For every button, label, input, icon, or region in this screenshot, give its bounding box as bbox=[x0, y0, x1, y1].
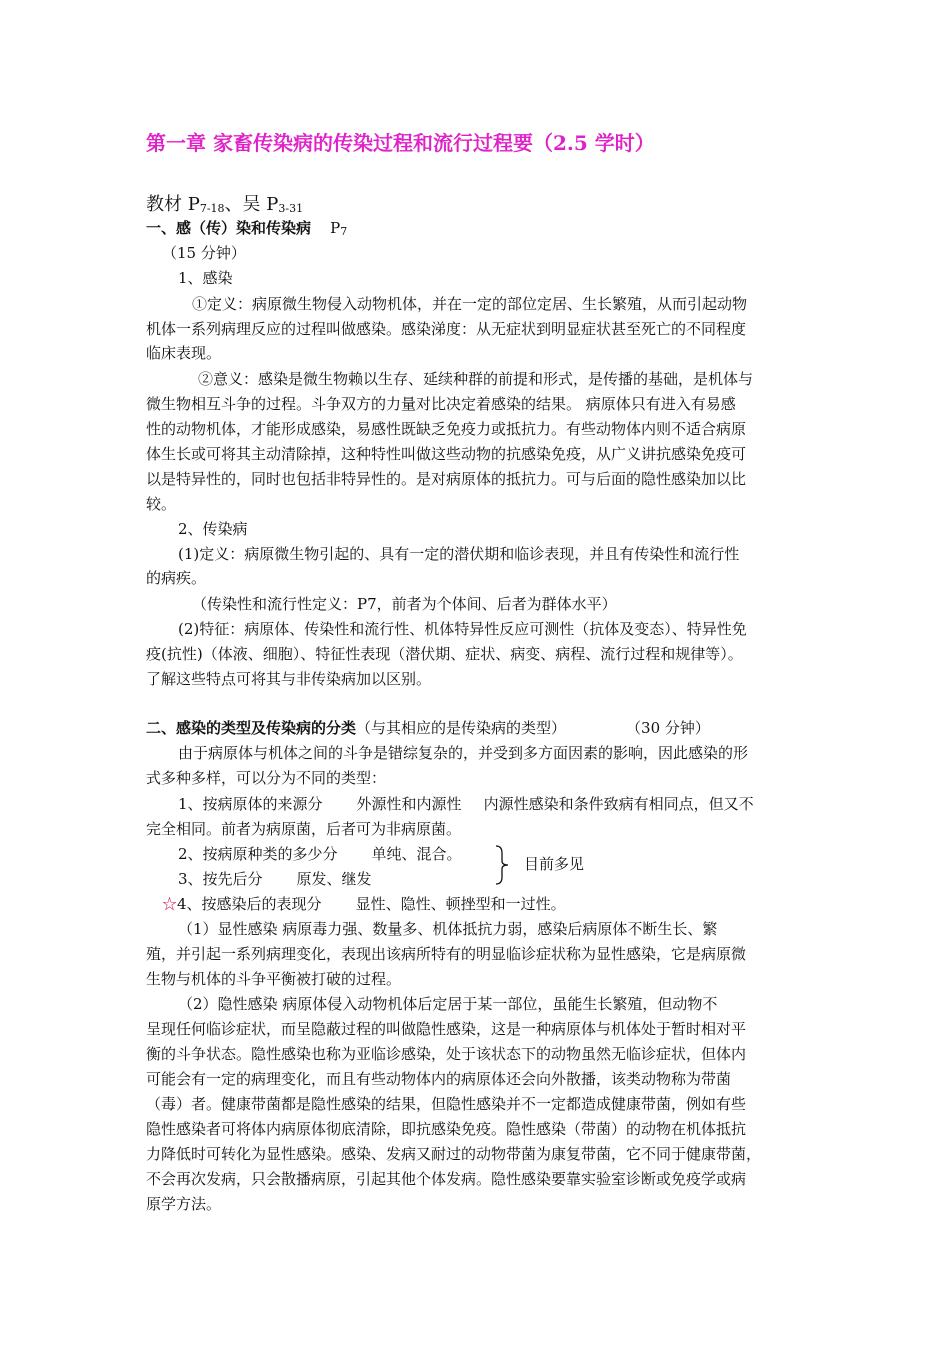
paragraph-line: 机体一系列病理反应的过程叫做感染。感染涕度：从无症状到明显症状甚至死亡的不同程度 bbox=[146, 320, 747, 338]
section1-heading: 一、感（传）染和传染病 $P_7$ bbox=[146, 219, 348, 238]
classification-item-3: 3、按先后分 原发、继发 bbox=[178, 870, 372, 888]
paragraph-line: 由于病原体与机体之间的斗争是错综复杂的，并受到多方面因素的影响，因此感染的形 bbox=[178, 744, 749, 762]
brace-note: 目前多见 bbox=[524, 855, 585, 873]
paragraph-line: 疫(抗性)（体液、细胞）、特征性表现（潜伏期、症状、病变、病程、流行过程和规律等）。 bbox=[146, 645, 743, 663]
paragraph-line: 力降低时可转化为显性感染。感染、发病又耐过的动物带菌为康复带菌，它不同于健康带菌， bbox=[146, 1145, 762, 1163]
classification-item-2: 2、按病原种类的多少分 单纯、混合。 bbox=[178, 845, 462, 863]
paragraph-line: (2)特征：病原体、传染性和流行性、机体特异性反应可测性（抗体及变态）、特异性免 bbox=[178, 620, 747, 638]
textbook-reference: 教材 $P_{7-18}$、吴 $P_{3-31}$ bbox=[146, 194, 304, 215]
classification-item-4: ☆4、按感染后的表现分 显性、隐性、顿挫型和一过性。 bbox=[162, 895, 566, 913]
paragraph-line: 完全相同。前者为病原菌，后者可为非病原菌。 bbox=[146, 820, 462, 838]
paragraph-line: 较。 bbox=[146, 495, 177, 513]
paragraph-line: ②意义：感染是微生物赖以生存、延续种群的前提和形式，是传播的基础，是机体与 bbox=[198, 370, 754, 388]
sub2-title: 2、传染病 bbox=[178, 520, 248, 538]
paragraph-line: （毒）者。健康带菌都是隐性感染的结果，但隐性感染并不一定都造成健康带菌，例如有些 bbox=[146, 1095, 747, 1113]
paragraph-line: 微生物相互斗争的过程。斗争双方的力量对比决定着感染的结果。 病原体只有进入有易感 bbox=[146, 395, 736, 413]
paragraph-line: ①定义：病原微生物侵入动物机体，并在一定的部位定居、生长繁殖，从而引起动物 bbox=[192, 295, 748, 313]
paragraph-line: 可能会有一定的病理变化，而且有些动物体内的病原体还会向外散播，该类动物称为带菌 bbox=[146, 1070, 732, 1088]
paragraph-line: 原学方法。 bbox=[146, 1195, 222, 1213]
paragraph-line: 性的动物机体，才能形成感染，易感性既缺乏免疫力或抵抗力。有些动物体内则不适合病原 bbox=[146, 420, 747, 438]
paragraph-line: （1）显性感染 病原毒力强、数量多、机体抵抗力弱，感染后病原体不断生长、繁 bbox=[178, 920, 718, 938]
paragraph-line: 衡的斗争状态。隐性感染也称为亚临诊感染，处于该状态下的动物虽然无临诊症状，但体内 bbox=[146, 1045, 747, 1063]
paragraph-line: 生物与机体的斗争平衡被打破的过程。 bbox=[146, 970, 402, 988]
chapter-title: 第一章 家畜传染病的传染过程和流行过程要（2.5 学时） bbox=[146, 131, 655, 155]
paragraph-line: 的病疾。 bbox=[146, 569, 207, 587]
section2-heading: 二、感染的类型及传染病的分类（与其相应的是传染病的类型） （30 分钟） bbox=[146, 719, 710, 737]
paragraph-line: 体生长或可将其主动清除掉，这种特性叫做这些动物的抗感染免疫，从广义讲抗感染免疫可 bbox=[146, 445, 747, 463]
paragraph-line: （传染性和流行性定义：P7，前者为个体间、后者为群体水平） bbox=[192, 595, 617, 613]
section1-duration: （15 分钟） bbox=[162, 244, 246, 262]
paragraph-line: 式多种多样，可以分为不同的类型： bbox=[146, 769, 387, 787]
paragraph-line: 以是特异性的，同时也包括非特异性的。是对病原体的抵抗力。可与后面的隐性感染加以比 bbox=[146, 470, 747, 488]
paragraph-line: 隐性感染者可将体内病原体彻底清除，即抗感染免疫。隐性感染（带菌）的动物在机体抵抗 bbox=[146, 1120, 747, 1138]
star-icon: ☆ bbox=[162, 895, 178, 913]
right-brace-icon bbox=[494, 845, 510, 885]
sub1-title: 1、感染 bbox=[178, 269, 233, 287]
paragraph-line: (1)定义：病原微生物引起的、具有一定的潜伏期和临诊表现，并且有传染性和流行性 bbox=[178, 545, 740, 563]
paragraph-line: 不会再次发病，只会散播病原，引起其他个体发病。隐性感染要靠实验室诊断或免疫学或病 bbox=[146, 1170, 747, 1188]
paragraph-line: 呈现任何临诊症状，而呈隐蔽过程的叫做隐性感染，这是一种病原体与机体处于暂时相对平 bbox=[146, 1020, 747, 1038]
paragraph-line: 了解这些特点可将其与非传染病加以区别。 bbox=[146, 670, 432, 688]
paragraph-line: 临床表现。 bbox=[146, 344, 222, 362]
classification-item-1: 1、按病原体的来源分 外源性和内源性 内源性感染和条件致病有相同点，但又不 bbox=[178, 795, 754, 813]
paragraph-line: （2）隐性感染 病原体侵入动物机体后定居于某一部位，虽能生长繁殖，但动物不 bbox=[178, 995, 718, 1013]
paragraph-line: 殖，并引起一系列病理变化，表现出该病所特有的明显临诊症状称为显性感染，它是病原微 bbox=[146, 945, 747, 963]
